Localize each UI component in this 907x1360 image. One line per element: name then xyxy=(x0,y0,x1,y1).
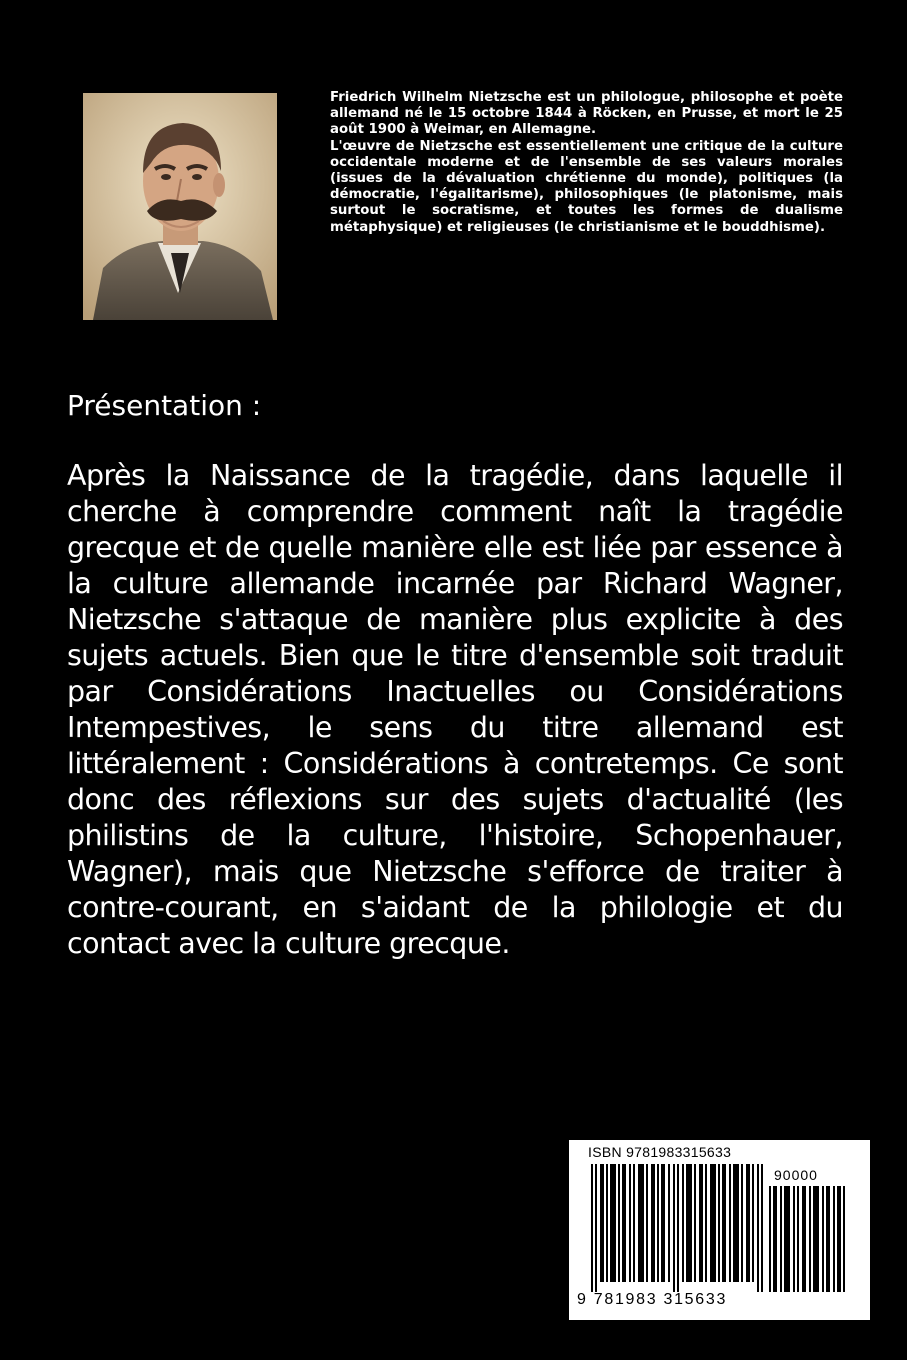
presentation-heading: Présentation : xyxy=(67,389,262,422)
price-code: 90000 xyxy=(774,1167,818,1183)
author-bio xyxy=(330,90,843,236)
presentation-body: Après la Naissance de la tragédie, dans laquelle il cherche à comprendre comment naît la tragédie grecque et de quelle manière elle est liée par essence à la culture allemande incarnée par Richard Wagner, Nietzsche s'attaque de manière plus explicite à des sujets actuels. Bien que le titre d'ensemble soit traduit par Considérations Inactuelles ou Considérations Intempestives, le sens du titre allemand est littéralement : Considérations à contretemps. Ce sont donc des réflexions sur des sujets d'actualité (les philistins de la culture, l'histoire, Schopenhauer, Wagner), mais que Nietzsche s'efforce de traiter à contre-courant, en s'aidant de la philologie et du contact avec la culture grecque. xyxy=(67,459,843,960)
ean-digits: 9 781983 315633 xyxy=(577,1291,728,1308)
bio-paragraph-1: Friedrich Wilhelm Nietzsche est un philologue, philosophe et poète allemand né le 15 octobre 1844 à Röcken, en Prusse, et mort le 25 août 1900 à Weimar, en Allemagne. xyxy=(330,90,843,138)
ean-bars xyxy=(591,1164,763,1292)
bio-paragraph-2: L'œuvre de Nietzsche est essentiellement une critique de la culture occidentale moderne et de l'ensemble de ses valeurs morales (issues de la dévaluation chrétienne du monde), politiques (la démocratie, l'égalitarisme), philosophiques (le platonisme, mais surtout le socratisme, et toutes les formes de dualisme métaphysique) et religieuses (le christianisme et le bouddhisme). xyxy=(330,138,843,235)
author-portrait xyxy=(83,93,277,320)
price-addon-bars xyxy=(769,1186,845,1292)
isbn-barcode xyxy=(569,1140,870,1320)
isbn-label: ISBN 9781983315633 xyxy=(588,1144,732,1160)
portrait-image xyxy=(83,93,277,320)
